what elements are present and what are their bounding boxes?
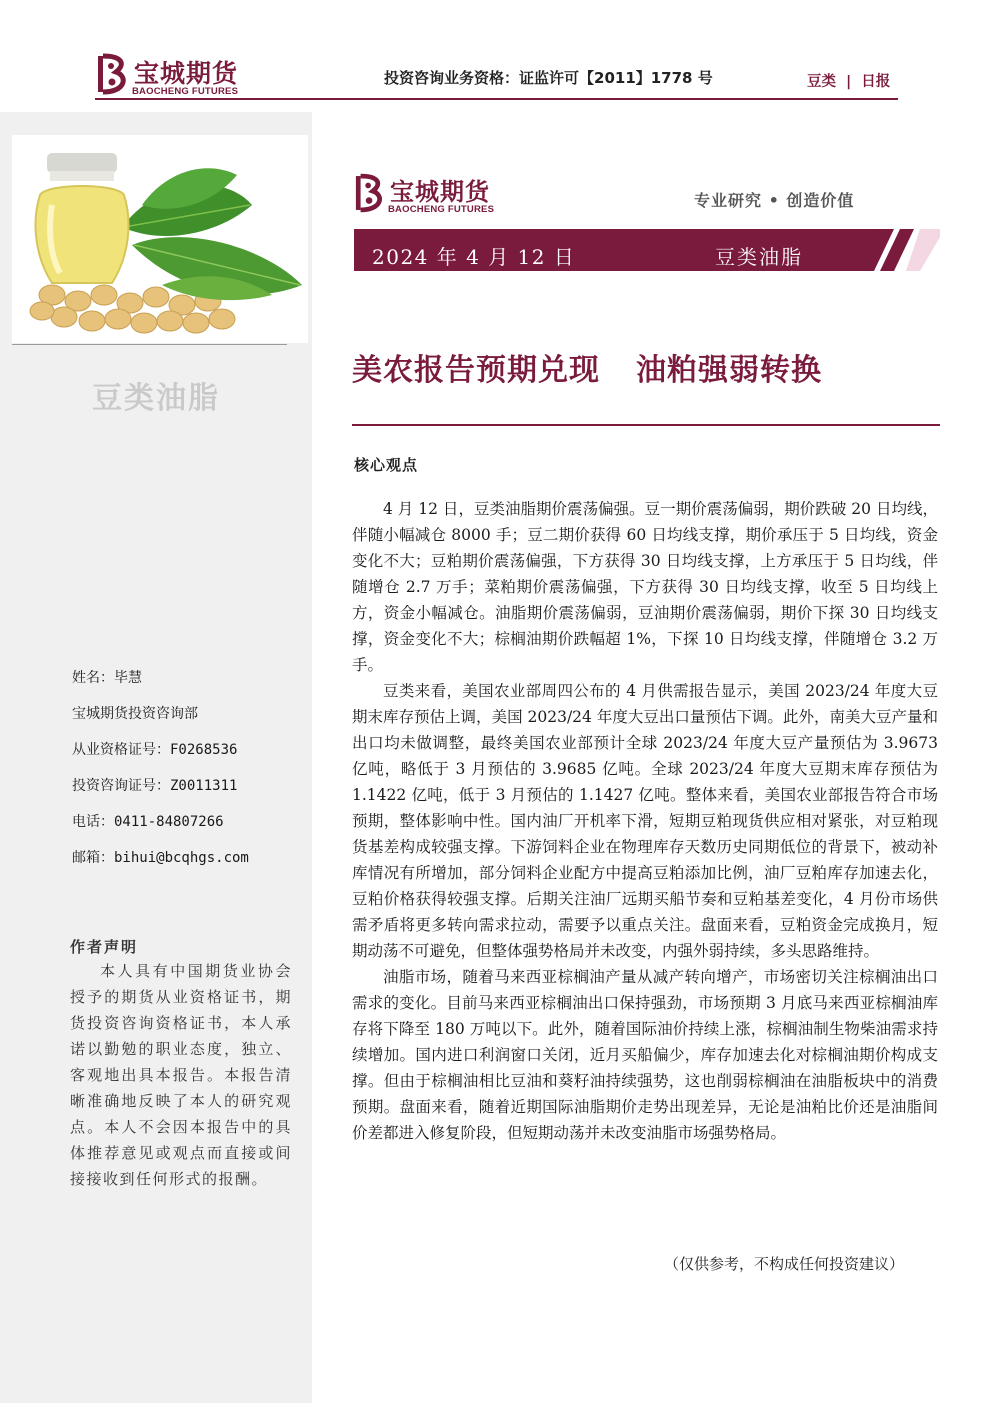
- tag-category: 豆类: [807, 74, 836, 90]
- analyst-phone: 电话：0411-84807266: [72, 814, 224, 830]
- brand-logo-en: BAOCHENG FUTURES: [388, 204, 495, 215]
- tag-separator: |: [846, 74, 852, 90]
- soybean-oil-jar-image: [12, 135, 308, 343]
- disclaimer: （仅供参考，不构成任何投资建议）: [664, 1255, 905, 1273]
- header-logo-en: BAOCHENG FUTURES: [132, 86, 239, 97]
- baocheng-logo-icon: [96, 52, 130, 96]
- report-title-part2: 油粕强弱转换: [636, 353, 822, 388]
- analyst-name: 姓名：毕慧: [72, 670, 142, 686]
- header-logo: [96, 52, 256, 100]
- author-statement-body: 本人具有中国期货业协会授予的期货从业资格证书，期货投资咨询资格证书，本人承诺以勤勉的职业态度，独立、客观地出具本报告。本报告清晰准确地反映了本人的研究观点。本人不会因本报告中的具体推荐意见或观点而直接或间接接收到任何形式的报酬。: [70, 962, 292, 1188]
- report-date: 2024 年 4 月 12 日: [372, 245, 576, 269]
- paragraph-market-summary: 4 月 12 日，豆类油脂期价震荡偏强。豆一期价震荡偏弱，期价跌破 20 日均线，伴随小幅减仓 8000 手；豆二期价获得 60 日均线支撑，期价承压于 5 日均线，资金变化不大；豆粕期价震荡偏强，下方获得 30 日均线支撑，上方承压于 5 日均线，伴随增仓 2.7 万手；菜粕期价震荡偏强，下方获得 30 日均线支撑，收至 5 日均线上方，资金小幅减仓。油脂期价震荡偏弱，豆油期价震荡偏弱，期价下探 30 日均线支撑，资金变化不大；棕榈油期价跌幅超 1%，下探 10 日均线支撑，伴随增仓 3.2 万手。: [352, 500, 938, 674]
- header-rule: [95, 98, 898, 100]
- hero-divider: [12, 344, 287, 345]
- title-rule: [352, 424, 940, 426]
- brand-slogan: 专业研究 • 创造价值: [694, 191, 855, 210]
- paragraph-oil-analysis: 油脂市场，随着马来西亚棕榈油产量从减产转向增产，市场密切关注棕榈油出口需求的变化。目前马来西亚棕榈油出口保持强劲，市场预期 3 月底马来西亚棕榈油库存将下降至 180 万吨以下。此外，随着国际油价持续上涨，棕榈油制生物柴油需求持续增加。国内进口利润窗口关闭，近月买船偏少，库存加速去化对棕榈油期价构成支撑。但由于棕榈油相比豆油和葵籽油持续强势，这也削弱棕榈油在油脂板块中的消费预期。盘面来看，随着近期国际油脂期价走势出现差异，无论是油粕比价还是油脂间价差都进入修复阶段，但短期动荡并未改变油脂市场强势格局。: [352, 968, 938, 1142]
- analyst-consult-no: 投资咨询证号：Z0011311: [72, 778, 238, 794]
- author-statement-title: 作者声明: [70, 938, 139, 956]
- paragraph-soy-analysis: 豆类来看，美国农业部周四公布的 4 月供需报告显示，美国 2023/24 年度大豆期末库存预估上调，美国 2023/24 年度大豆出口量预估下调。此外，南美大豆产量和出口均未做调整，最终美国农业部预计全球 2023/24 年度大豆产量预估为 3.9673 亿吨，略低于 3 月预估的 3.9685 亿吨。全球 2023/24 年度大豆期末库存预估为 1.1422 亿吨，低于 3 月预估的 1.1427 亿吨。整体来看，美国农业部报告符合市场预期，整体影响中性。国内油厂开机率下滑，短期豆粕现货供应相对紧张，对豆粕现货基差构成较强支撑。下游饲料企业在物理库存天数历史同期低位的背景下，被动补库情况有所增加，部分饲料企业配方中提高豆粕添加比例，油厂豆粕库存加速去化，豆粕价格获得较强支撑。后期关注油厂远期买船节奏和豆粕基差变化，4 月份市场供需矛盾将更多转向需求拉动，需要予以重点关注。盘面来看，豆粕资金完成换月，短期动荡不可避免，但整体强势格局并未改变，内强外弱持续，多头思路维持。: [352, 682, 938, 960]
- report-category: 豆类油脂: [715, 245, 803, 269]
- tag-type: 日报: [861, 74, 891, 90]
- license-text: 投资咨询业务资格：证监许可【2011】1778 号: [384, 69, 713, 87]
- report-title: [352, 345, 822, 389]
- header-logo-text: 宝城期货: [134, 59, 239, 88]
- report-body: [352, 496, 938, 1146]
- sidebar-section-title: 豆类油脂: [92, 381, 220, 416]
- report-title-part1: 美农报告预期兑现: [352, 353, 600, 388]
- baocheng-logo-icon: [354, 172, 386, 214]
- analyst-contact: [72, 668, 302, 884]
- analyst-email: 邮箱：bihui@bcqhgs.com: [72, 850, 249, 866]
- brand-logo: [354, 172, 524, 218]
- analyst-qualification: 从业资格证号：F0268536: [72, 742, 238, 758]
- core-view-heading: 核心观点: [354, 456, 419, 474]
- analyst-org: 宝城期货投资咨询部: [72, 706, 198, 722]
- brand-logo-text: 宝城期货: [390, 178, 490, 206]
- report-tags: [807, 70, 890, 91]
- report-header: [0, 0, 992, 110]
